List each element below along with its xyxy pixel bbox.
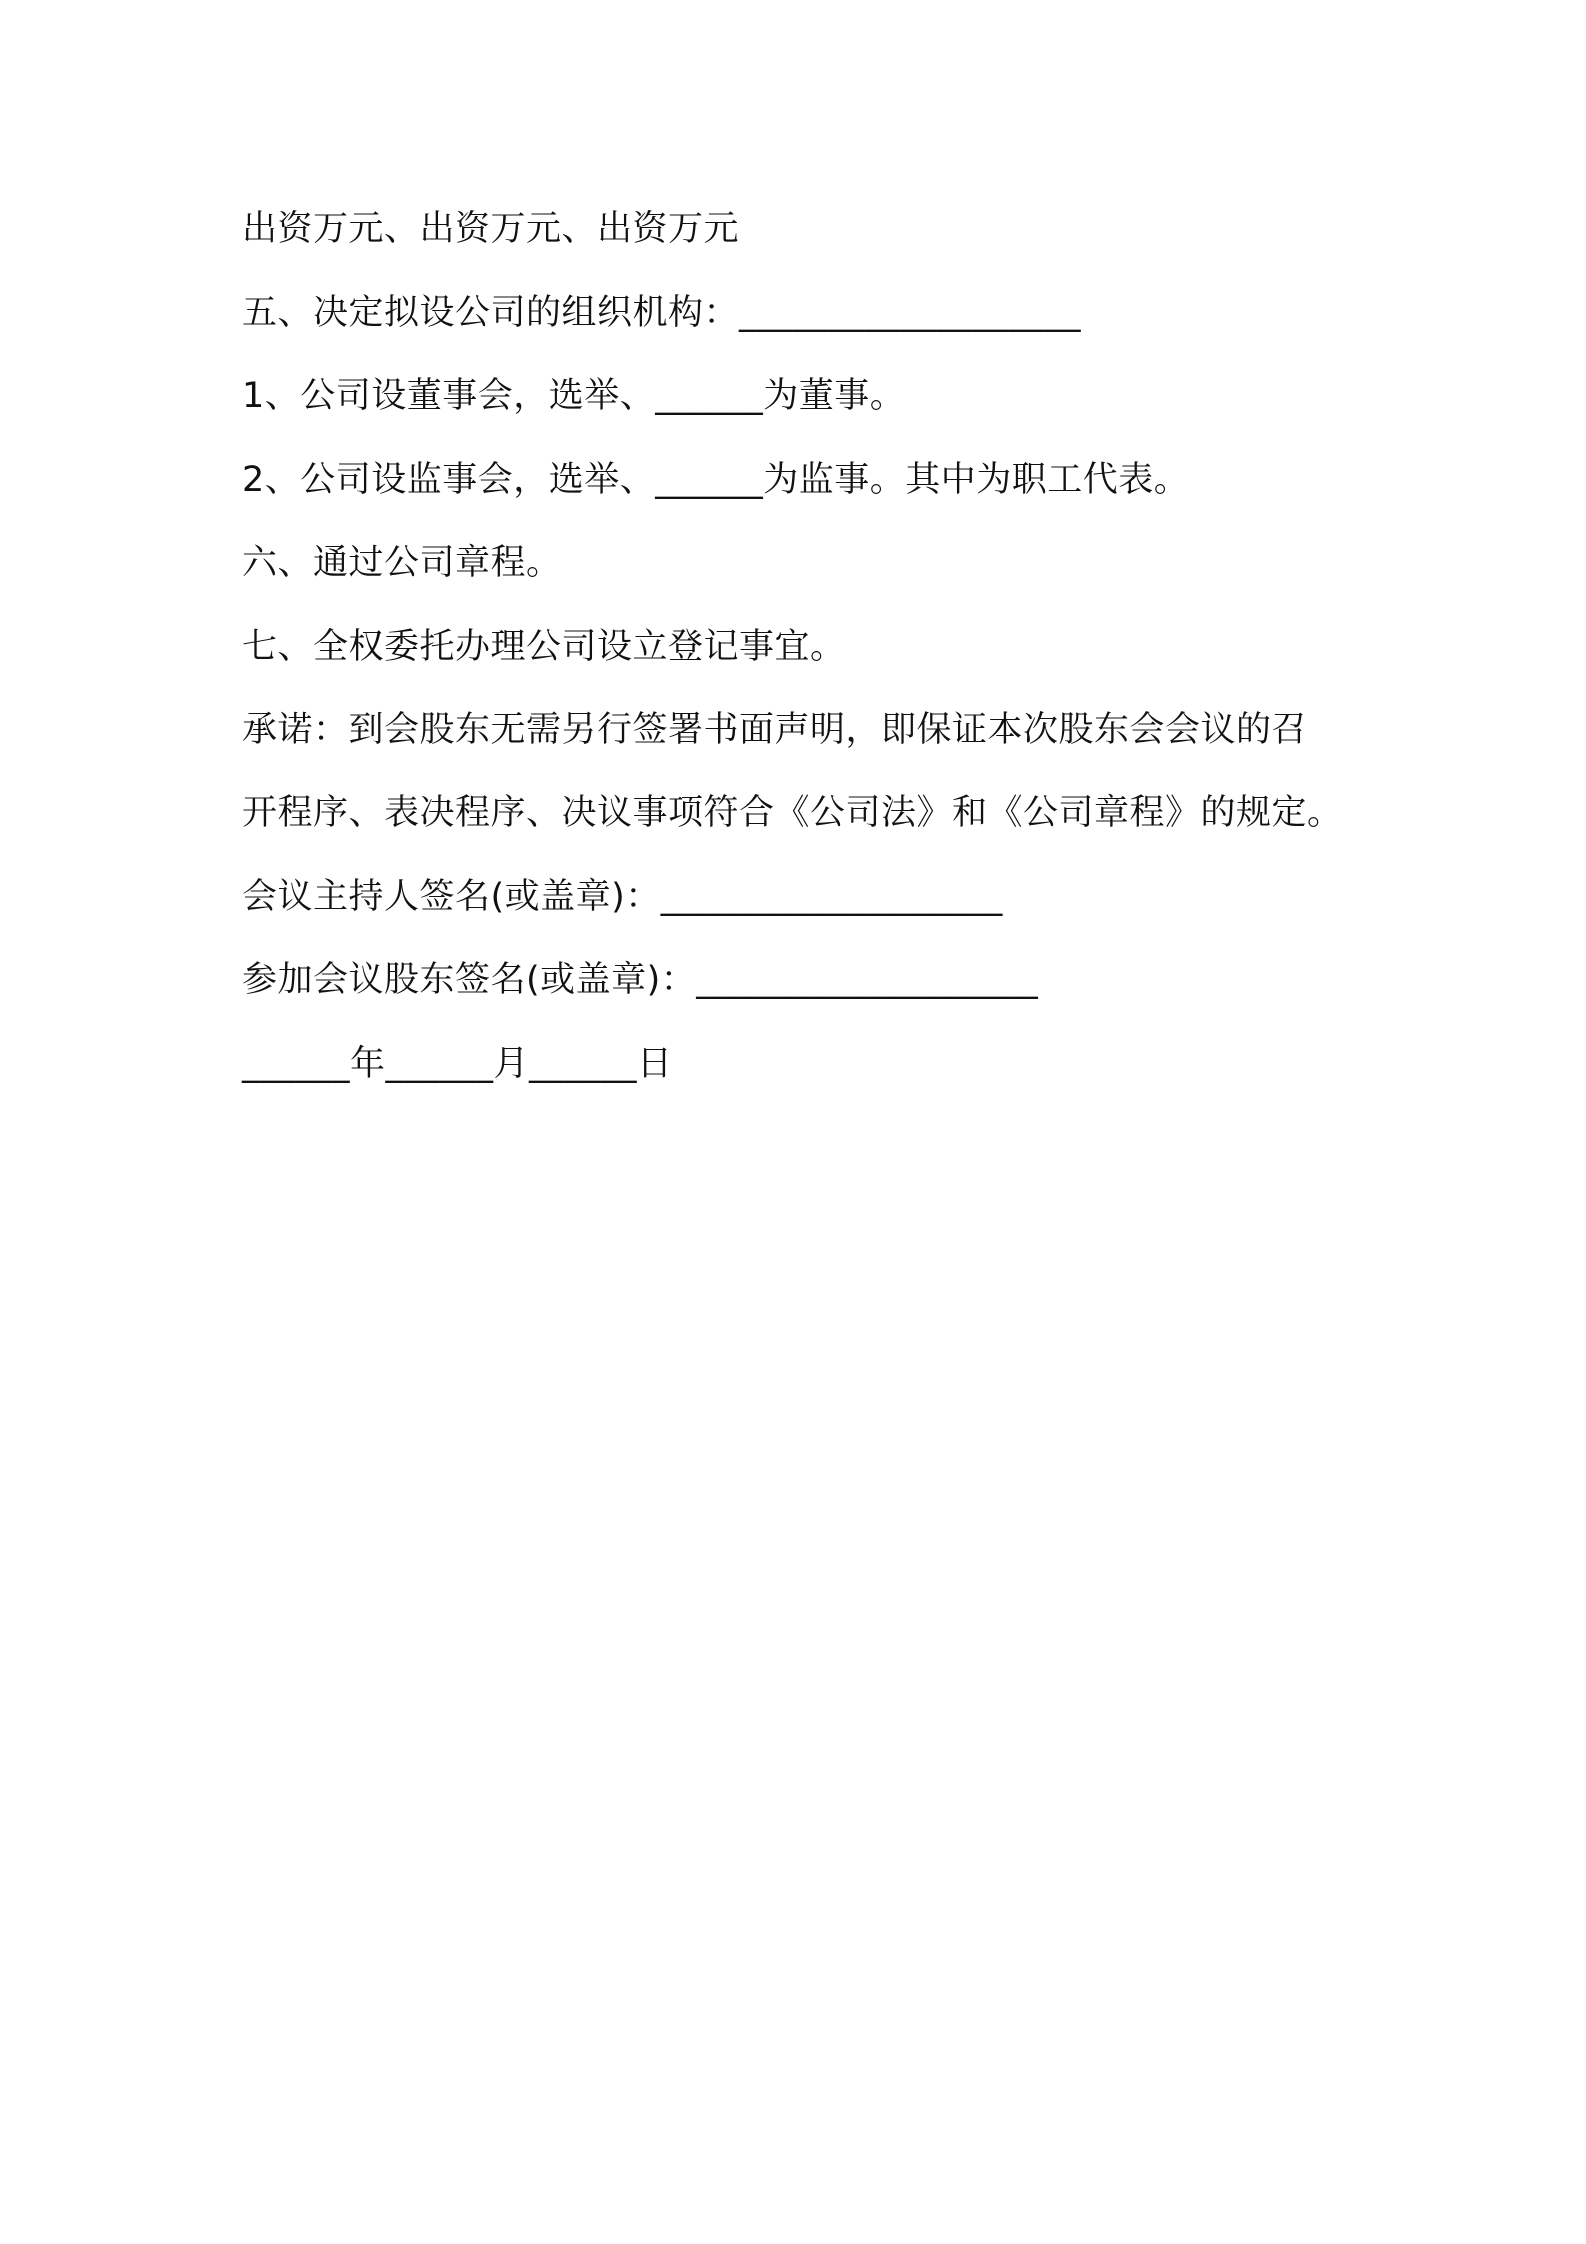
shareholders-signature-line: 参加会议股东签名(或盖章)：___________________ (242, 960, 1039, 1000)
section-six-articles: 六、通过公司章程。 (242, 543, 562, 583)
date-line: ______年______月______日 (242, 1044, 673, 1084)
capital-contribution-line: 出资万元、出资万元、出资万元 (242, 209, 740, 249)
item-board-of-supervisors: 2、公司设监事会，选举、______为监事。其中为职工代表。 (242, 460, 1190, 500)
commitment-paragraph-line-2: 开程序、表决程序、决议事项符合《公司法》和《公司章程》的规定。 (242, 793, 1343, 833)
commitment-paragraph-line-1: 承诺：到会股东无需另行签署书面声明，即保证本次股东会会议的召 (242, 710, 1308, 750)
section-five-org-structure: 五、决定拟设公司的组织机构：___________________ (242, 293, 1082, 333)
section-seven-registration: 七、全权委托办理公司设立登记事宜。 (242, 627, 846, 667)
item-board-of-directors: 1、公司设董事会，选举、______为董事。 (242, 376, 906, 416)
chairperson-signature-line: 会议主持人签名(或盖章)：___________________ (242, 877, 1003, 917)
